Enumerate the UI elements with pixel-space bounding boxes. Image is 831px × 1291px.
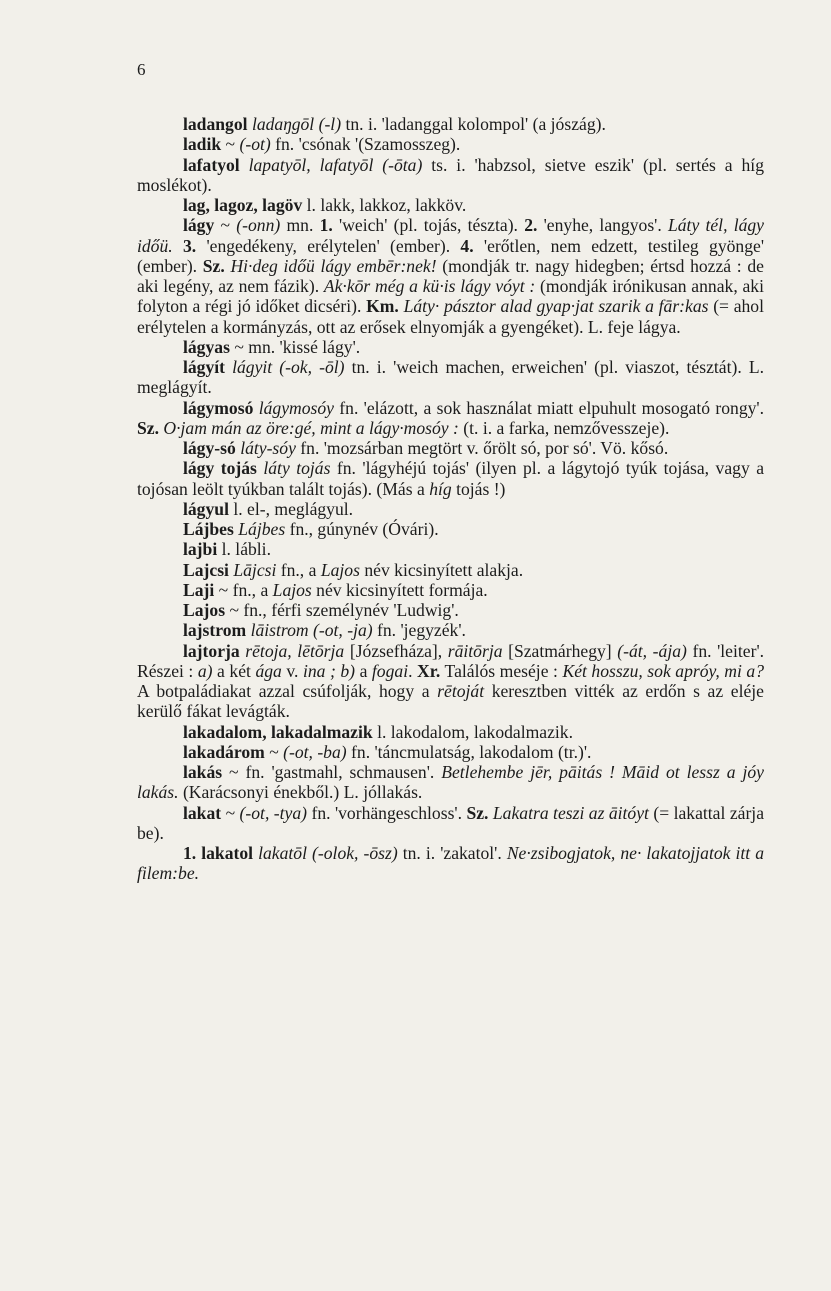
- entry-lagy-tojas: lágy tojás láty tojás fn. 'lágyhéjú tojás' (ilyen pl. a lágytojó tyúk tojása, vagy a tojósan leölt tyúkban talált tojás). (Más a híg tojás !): [137, 458, 765, 499]
- entry-ladangol: ladangol ladaŋgōl (-l) tn. i. 'ladanggal kolompol' (a jószág).: [183, 114, 606, 134]
- entry-lagymoso: lágymosó lágymosóy fn. 'elázott, a sok használat miatt elpuhult mosogató rongy'. Sz. O·jam mán az öre:gé, mint a lágy·mosóy : (t. i. a farka, nemzővesszeje).: [137, 397, 764, 438]
- entry-lajcsi: Lajcsi Lājcsi fn., a Lajos név kicsinyített alakja.: [183, 559, 524, 580]
- entry-lajos: Lajos ~ fn., férfi személynév 'Ludwig'.: [183, 600, 459, 620]
- entry-lakat: lakat ~ (-ot, -tya) fn. 'vorhängeschloss'. Sz. Lakatra teszi az āitóyt (= lakattal zárja be).: [137, 802, 764, 843]
- entry-lafatyol: lafatyol lapatyōl, lafatyōl (-ōta) ts. i. 'habzsol, sietve eszik' (pl. sertés a híg moslékot).: [137, 154, 764, 195]
- entry-lagyit: lágyít lágyit (-ok, -ōl) tn. i. 'weich machen, erweichen' (pl. viaszot, tésztát). L. meglágyít.: [137, 357, 764, 398]
- entry-lagyul: lágyul l. el-, meglágyul.: [183, 498, 354, 519]
- entry-ladik: ladik ~ (-ot) fn. 'csónak '(Szamosszeg).: [183, 134, 461, 155]
- dictionary-entries: [137, 114, 764, 884]
- entry-lagy: lágy ~ (-onn) mn. 1. 'weich' (pl. tojás, tészta). 2. 'enyhe, langyos'. Láty tél, lágy időü. 3. 'engedékeny, erélytelen' (ember). 4. 'erőtlen, nem edzett, testileg gyönge' (ember). Sz. Hi·deg időü lágy embēr:nek! (mondják tr. nagy hidegben; értsd hozzá : de aki legény, az nem fázik). Ak·kōr még a kü·is lágy vóyt : (mondják irónikusan annak, aki folyton a régi jó időket dicséri). Km. Láty· pásztor alad gyap·jat szarik a fār:kas (= ahol erélytelen a kormányzás, ott az erősek elnyomják a gyengéket). L. feje lágya.: [137, 215, 764, 337]
- page-number: 6: [137, 60, 146, 79]
- entry-lag: lag, lagoz, lagöv l. lakk, lakkoz, lakköv.: [183, 195, 467, 215]
- entry-lajtorja: lajtorja rētoja, lētōrja [Józsefháza], rāitōrja [Szatmárhegy] (-át, -ája) fn. 'leiter'. Részei : a) a két ága v. ina ; b) a fogai. Xr. Találós meséje : Két hosszu, sok apróy, mi a? A botpaládiakat azzal csúfolják, hogy a rētoját keresztben vitték az erdőn s az eléje kerülő fákat levágták.: [137, 640, 765, 722]
- entry-lakatol: 1. lakatol lakatōl (-olok, -ōsz) tn. i. 'zakatol'. Ne·zsibogjatok, ne· lakatojjatok itt a filem:be.: [137, 843, 765, 884]
- entry-lagy-so: lágy-só láty-sóy fn. 'mozsárban megtört v. őrölt só, por só'. Vö. kősó.: [183, 438, 669, 458]
- entry-lajstrom: lajstrom lāistrom (-ot, -ja) fn. 'jegyzék'.: [183, 620, 466, 641]
- entry-lajbi: lajbi l. lábli.: [183, 539, 271, 560]
- entry-lajbes: Lájbes Lájbes fn., gúnynév (Óvári).: [183, 519, 439, 539]
- entry-laji: Laji ~ fn., a Lajos név kicsinyített formája.: [183, 579, 488, 600]
- entry-lagyas: lágyas ~ mn. 'kissé lágy'.: [183, 336, 361, 357]
- entry-lakadarom: lakadárom ~ (-ot, -ba) fn. 'táncmulatság, lakodalom (tr.)'.: [183, 741, 592, 762]
- entry-lakadalom: lakadalom, lakadalmazik l. lakodalom, lakodalmazik.: [183, 721, 573, 742]
- entry-lakas: lakás ~ fn. 'gastmahl, schmausen'. Betlehembe jēr, pāitás ! Māid ot lessz a jóy lakás. (Karácsonyi énekből.) L. jóllakás.: [137, 762, 764, 803]
